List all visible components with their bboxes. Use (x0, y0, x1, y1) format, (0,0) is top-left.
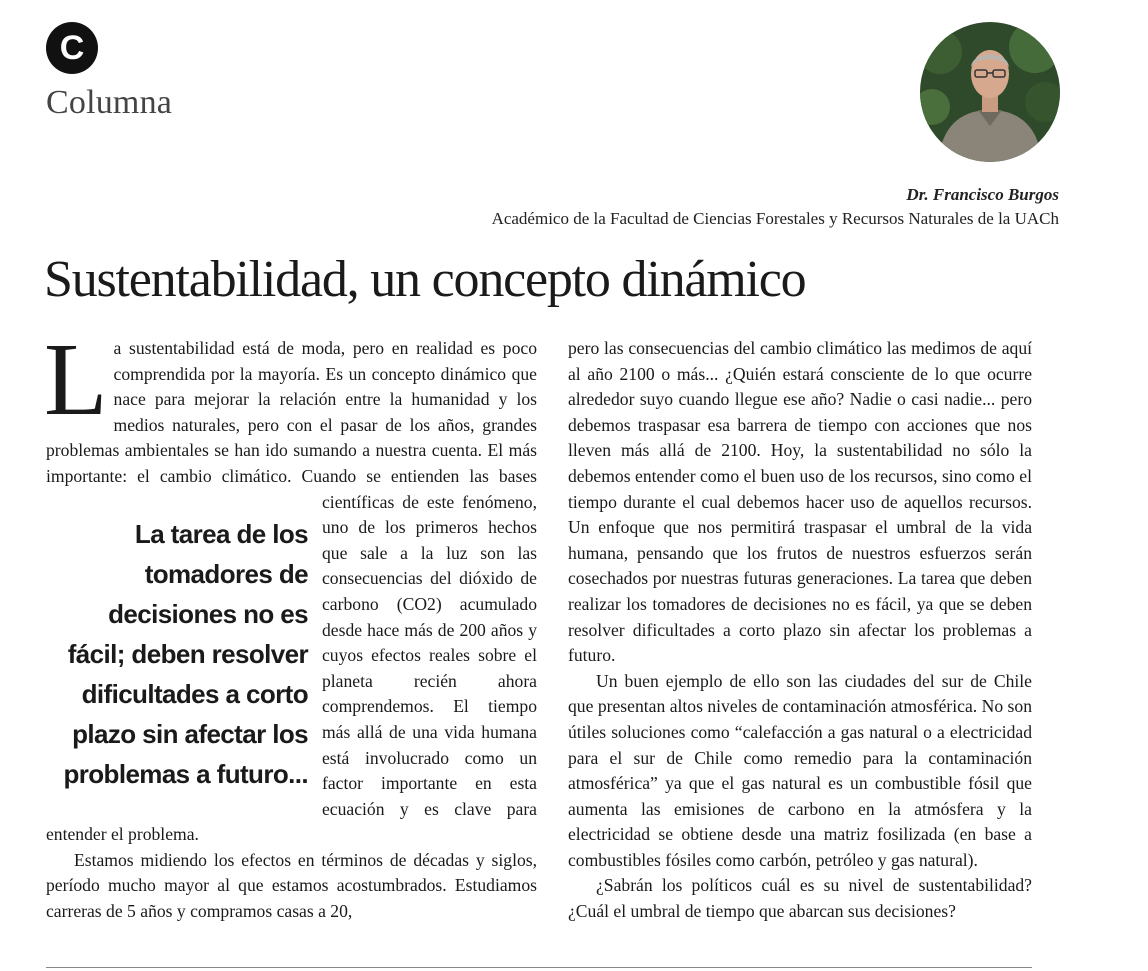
article-paragraph (44, 322, 537, 848)
article-headline: Sustentabilidad, un concepto dinámico (44, 251, 806, 308)
badge-letter: C (59, 29, 85, 67)
article-column-right (568, 336, 1032, 925)
pull-quote: La tarea de los tomadores de decisiones no es fácil; deben resolver dificultades a corto plazo sin afectar los problemas a futuro... (63, 518, 308, 789)
drop-cap: L (44, 322, 108, 437)
author-role: Académico de la Facultad de Ciencias Forestales y Recursos Naturales de la UACh (491, 209, 1059, 228)
article-paragraph: Estamos midiendo los efectos en términos de décadas y siglos, período mucho mayor al que estamos acostumbrados. Estudiamos carreras de 5 años y compramos casas a 20, (46, 849, 537, 922)
article-paragraph: ¿Sabrán los políticos cuál es su nivel de sustentabilidad? ¿Cuál el umbral de tiempo que abarcan sus decisiones? (568, 875, 1032, 922)
article-paragraph: pero las consecuencias del cambio climático las medimos de aquí al año 2100 o más... ¿Quién estará consciente de lo que ocurre alrededor suyo cuando llegue ese año? Nadie o casi nadie... pero debemos traspasar esa barrera de tiempo con acciones que nos lleven más allá de 2100. Hoy, la sustentabilidad no sólo la debemos entender como el buen uso de los recursos, sino como el tiempo durante el cual debemos hacer uso de aquellos recursos. Un enfoque que nos permitirá traspasar el umbral de la vida humana, pensando que los frutos de nuestros esfuerzos serán cosechados por nuestras futuras generaciones. La tarea que deben realizar los tomadores de decisiones no es fácil, ya que se deben resolver dificultades a corto plazo sin afectar los problemas a futuro. (568, 338, 1032, 666)
bottom-divider (46, 967, 1032, 968)
author-avatar (920, 22, 1060, 162)
section-label: Columna (46, 84, 173, 121)
paragraph-text: a sustentabilidad está de moda, pero en realidad es poco comprendida por la mayoría. Es un concepto dinámico que nace para mejorar la relación entre la humanidad y los medios naturales, pero con el pasar de los años, grandes problemas ambientales se han ido sumando a nuestra cuenta. El más importante: el cambio climático. Cuando se entienden las bases científicas de este fenómeno, La tarea de los tomadores de decisiones no es fácil; deben resolver dificultades a corto plazo sin afectar los problemas a futuro... uno de los primeros hechos que sale a la luz son las consecuencias del dióxido de carbono (CO2) acumulado desde hace más de 200 años y cuyos efectos reales sobre el planeta recién ahora comprendemos. El tiempo más allá de una vida humana está involucrado como un factor importante en esta ecuación y es clave para entender el problema. (46, 338, 537, 845)
column-badge-icon (46, 22, 98, 74)
author-photo (920, 22, 1060, 162)
author-name: Dr. Francisco Burgos (906, 185, 1059, 204)
article-column-left (44, 322, 537, 925)
article-paragraph: Un buen ejemplo de ello son las ciudades del sur de Chile que presentan altos niveles de contaminación atmosférica. No son útiles soluciones como “calefacción a gas natural o a electricidad para el sur de Chile como remedio para la contaminación atmosférica” ya que el gas natural es un combustible fósil que aumenta las emisiones de carbono en la atmósfera y la electricidad se obtiene desde una matriz fosilizada (en base a combustibles fósiles como carbón, petróleo y gas natural). (568, 670, 1032, 870)
